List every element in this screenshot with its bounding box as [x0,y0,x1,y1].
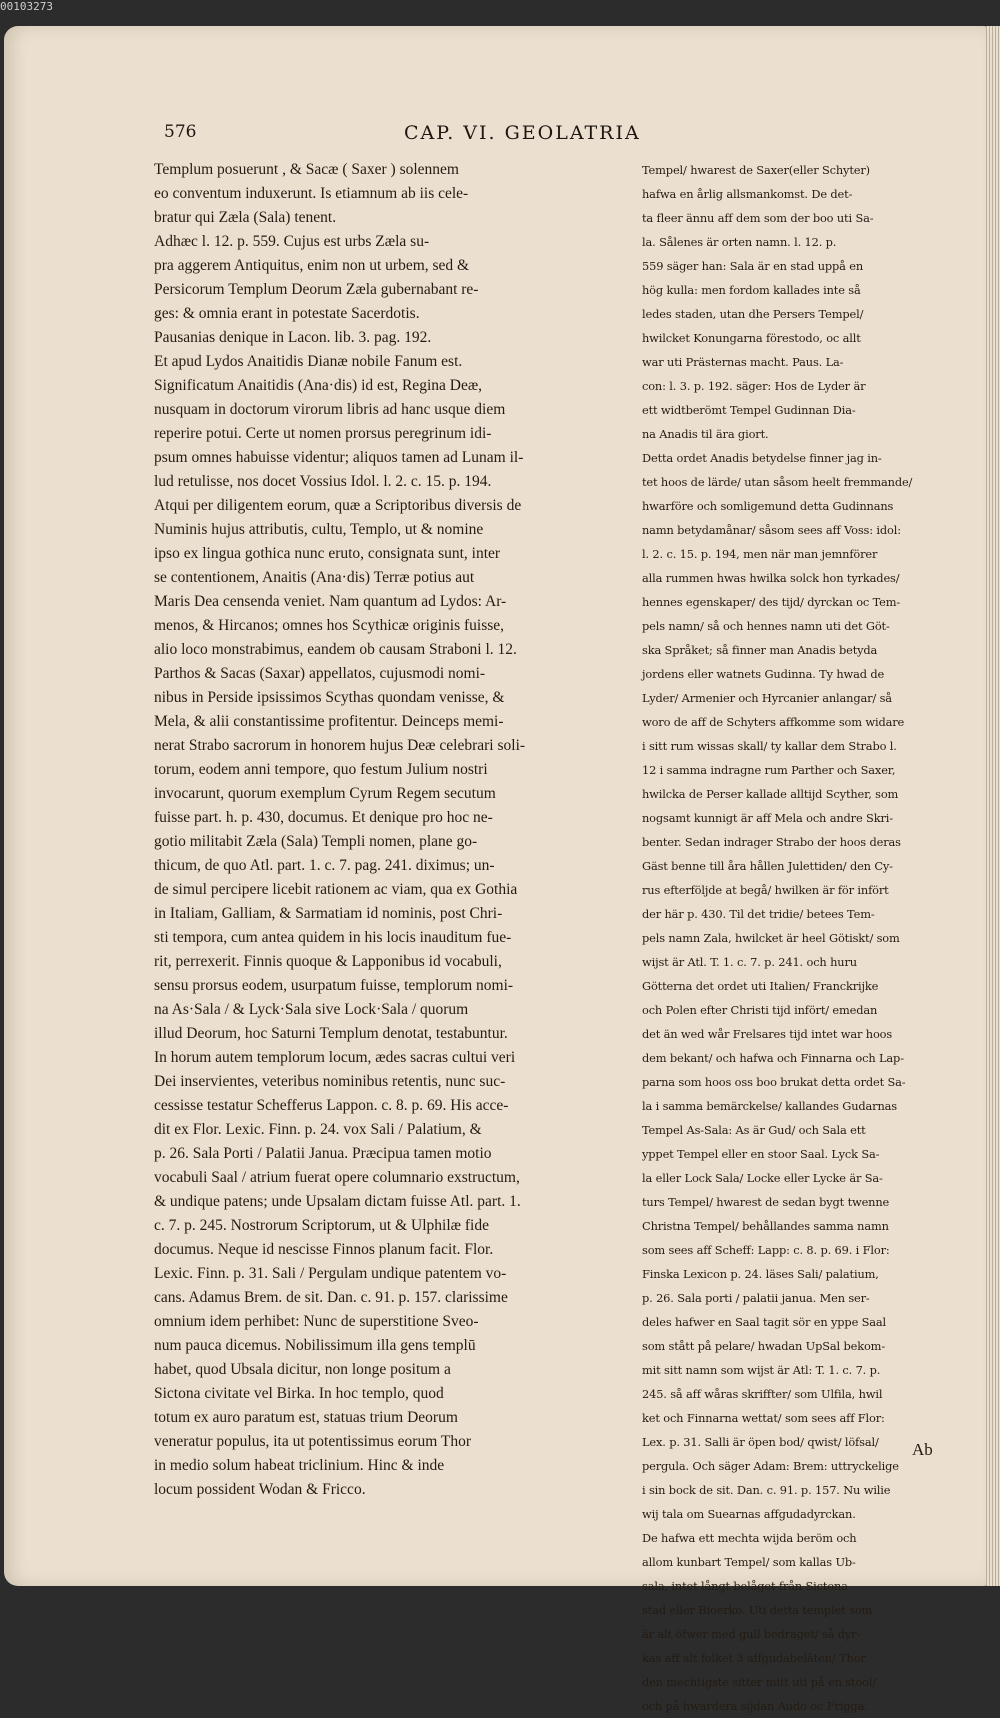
latin-text-line: Pausanias denique in Lacon. lib. 3. pag. 192. [154,329,432,346]
latin-text-line: ges: & omnia erant in potestate Sacerdotis. [154,305,420,322]
latin-text-line: Dei inservientes, veteribus nominibus retentis, nunc suc- [154,1073,506,1090]
latin-text-line: invocarunt, quorum exemplum Cyrum Regem secutum [154,785,496,802]
latin-text-line: In horum autem templorum locum, ædes sacras cultui veri [154,1049,516,1066]
swedish-text-line: con: l. 3. p. 192. säger: Hos de Lyder är [642,379,866,393]
latin-text-line: na As·Sala / & Lyck·Sala sive Lock·Sala / quorum [154,1001,469,1018]
latin-text-line: veneratur populus, ita ut potentissimus eorum Thor [154,1433,471,1450]
swedish-text-line: sala, intet långt belåget från Sictona [642,1579,848,1593]
swedish-text-line: la i samma bemärckelse/ kallandes Gudarnas [642,1099,897,1113]
latin-text-line: lud retulisse, nos docet Vossius Idol. l. 2. c. 15. p. 194. [154,473,492,490]
swedish-text-line: hwilcka de Perser kallade alltijd Scyther, som [642,787,899,801]
latin-text-line: Persicorum Templum Deorum Zæla gubernabant re- [154,281,479,298]
swedish-text-line: Finska Lexicon p. 24. läses Sali/ palatium, [642,1267,879,1281]
swedish-text-line: i sitt rum wissas skall/ ty kallar dem Strabo l. [642,739,897,753]
swedish-text-line: woro de aff de Schyters affkomme som widare [642,715,905,729]
swedish-text-line: hög kulla: men fordom kallades inte så [642,283,861,297]
latin-text-line: Templum posuerunt , & Sacæ ( Saxer ) solennem [154,161,459,178]
swedish-text-line: som sees aff Scheff: Lapp: c. 8. p. 69. i Flor: [642,1243,890,1257]
swedish-text-line: är alt öfwer med gull bedraget/ så dyr- [642,1627,861,1641]
swedish-text-line: benter. Sedan indrager Strabo der hoos deras [642,835,901,849]
swedish-text-line: yppet Tempel eller en stoor Saal. Lyck Sa- [642,1147,880,1161]
latin-text-line: de simul percipere licebit rationem ac viam, qua ex Gothia [154,881,518,898]
latin-text-line: cans. Adamus Brem. de sit. Dan. c. 91. p. 157. clarissime [154,1289,508,1306]
swedish-text-line: turs Tempel/ hwarest de sedan bygt twenne [642,1195,890,1209]
swedish-text-line: 12 i samma indragne rum Parther och Saxer, [642,763,896,777]
latin-text-line: p. 26. Sala Porti / Palatii Janua. Præcipua tamen motio [154,1145,492,1162]
swedish-text-line: Gäst benne till åra hållen Julettiden/ den Cy- [642,859,893,873]
swedish-text-line: ledes staden, utan dhe Persers Tempel/ [642,307,864,321]
latin-text-line: Lexic. Finn. p. 31. Sali / Pergulam undique patentem vo- [154,1265,507,1282]
swedish-text-line: hwarföre och somligemund detta Gudinnans [642,499,894,513]
latin-text-line: rit, perrexerit. Finnis quoque & Lapponibus id vocabuli, [154,953,502,970]
swedish-text-line: war uti Prästernas macht. Paus. La- [642,355,844,369]
swedish-text-line: rus efterföljde at begå/ hwilken är för infört [642,883,889,897]
swedish-text-line: hafwa en årlig allsmankomst. De det- [642,187,853,201]
page-edges [986,26,1000,1586]
swedish-text-line: ska Språket; så finner man Anadis betyda [642,643,878,657]
swedish-text-line: wijst är Atl. T. 1. c. 7. p. 241. och huru [642,955,857,969]
latin-text-line: Atqui per diligentem eorum, quæ a Scriptoribus diversis de [154,497,522,514]
latin-text-line: in Italiam, Galliam, & Sarmatiam id nominis, post Chri- [154,905,503,922]
latin-text-line: sti tempora, cum antea quidem in his locis inauditum fue- [154,929,512,946]
swedish-text-line: ta fleer ännu aff dem som der boo uti Sa- [642,211,874,225]
swedish-text-line: pels namn/ så och hennes namn uti det Göt- [642,619,890,633]
latin-text-line: Parthos & Sacas (Saxar) appellatos, cujusmodi nomi- [154,665,486,682]
swedish-text-line: Lyder/ Armenier och Hyrcanier anlangar/ så [642,691,892,705]
swedish-text-line: dem bekant/ och hafwa och Finnarna och Lap- [642,1051,904,1065]
swedish-text-line: mit sitt namn som wijst är Atl: T. 1. c. 7. p. [642,1363,881,1377]
swedish-text-line: det än wed wår Frelsares tijd intet war hoos [642,1027,893,1041]
latin-text-line: habet, quod Ubsala dicitur, non longe positum a [154,1361,451,1378]
swedish-text-line: kas aff alt folket 3 affgudabeläten/ Thor [642,1651,866,1665]
swedish-text-line: och Polen efter Christi tijd infört/ emedan [642,1003,878,1017]
swedish-text-line: der här p. 430. Til det tridie/ betees Tem- [642,907,875,921]
swedish-text-line: Tempel/ hwarest de Saxer(eller Schyter) [642,163,870,177]
swedish-text-line: pergula. Och säger Adam: Brem: uttryckelige [642,1459,899,1473]
swedish-column [642,158,938,1718]
scan-id-label: 00103273 [0,0,53,13]
swedish-text-line: ett widtberömt Tempel Gudinnan Dia- [642,403,856,417]
swedish-text-line: tet hoos de lärde/ utan såsom heelt fremmande/ [642,475,913,489]
swedish-text-line: l. 2. c. 15. p. 194, men när man jemnförer [642,547,878,561]
latin-text-line: & undique patens; unde Upsalam dictam fuisse Atl. part. 1. [154,1193,521,1210]
swedish-text-line: deles hafwer en Saal tagit sör en yppe Saal [642,1315,887,1329]
swedish-text-line: allom kunbart Tempel/ som kallas Ub- [642,1555,856,1569]
swedish-text-line: pels namn Zala, hwilcket är heel Götiskt/ som [642,931,900,945]
latin-text-line: Mela, & alii constantissime profitentur. Deinceps memi- [154,713,504,730]
swedish-text-line: stad eller Bioerko. Uti detta templet som [642,1603,873,1617]
latin-text-line: Significatum Anaitidis (Ana·dis) id est, Regina Deæ, [154,377,483,394]
latin-text-line: totum ex auro paratum est, statuas trium Deorum [154,1409,458,1426]
swedish-text-line: Tempel As-Sala: As är Gud/ och Sala ett [642,1123,866,1137]
latin-text-line: in medio solum habeat triclinium. Hinc & inde [154,1457,445,1474]
latin-text-line: Maris Dea censenda veniet. Nam quantum ad Lydos: Ar- [154,593,507,610]
swedish-text-line: parna som hoos oss boo brukat detta ordet Sa- [642,1075,906,1089]
swedish-text-line: ket och Finnarna wettat/ som sees aff Flor: [642,1411,885,1425]
latin-text-line: num pauca dicemus. Nobilissimum illa gens templū [154,1337,476,1354]
latin-text-line: c. 7. p. 245. Nostrorum Scriptorum, ut & Ulphilæ fide [154,1217,489,1234]
swedish-text-line: la. Sålenes är orten namn. l. 12. p. [642,235,837,249]
latin-text-line: illud Deorum, hoc Saturni Templum denotat, testabuntur. [154,1025,508,1042]
latin-text-line: dit ex Flor. Lexic. Finn. p. 24. vox Sali / Palatium, & [154,1121,482,1138]
swedish-text-line: jordens eller watnets Gudinna. Ty hwad de [642,667,885,681]
swedish-text-line: na Anadis til ära giort. [642,427,769,441]
swedish-text-line: den mechtigste sitter mitt uti på en stool/ [642,1675,876,1689]
latin-text-line: psum omnes habuisse videntur; aliquos tamen ad Lunam il- [154,449,524,466]
swedish-text-line: Detta ordet Anadis betydelse finner jag in- [642,451,882,465]
swedish-text-line: Götterna det ordet uti Italien/ Franckrijke [642,979,879,993]
latin-text-line: Et apud Lydos Anaitidis Dianæ nobile Fanum est. [154,353,463,370]
swedish-text-line: och på hwardera sijdan Audo oc Frigga. [642,1699,868,1713]
chapter-heading: CAP. VI. GEOLATRIA [404,122,641,144]
swedish-text-line: 245. så aff wåras skriffter/ som Ulfila, hwil [642,1387,883,1401]
latin-column [154,158,622,1502]
latin-text-line: nusquam in doctorum virorum libris ad hanc usque diem [154,401,506,418]
latin-text-line: documus. Neque id nescisse Finnos planum facit. Flor. [154,1241,494,1258]
latin-text-line: vocabuli Saal / atrium fuerat opere columnario exstructum, [154,1169,520,1186]
swedish-text-line: nogsamt kunnigt är aff Mela och andre Skri- [642,811,893,825]
swedish-text-line: wij tala om Suearnas affgudadyrckan. [642,1507,856,1521]
latin-text-line: Sictona civitate vel Birka. In hoc templo, quod [154,1385,444,1402]
latin-text-line: menos, & Hircanos; omnes hos Scythicæ originis fuisse, [154,617,505,634]
latin-text-line: torum, eodem anni tempore, quo festum Julium nostri [154,761,488,778]
swedish-text-line: Lex. p. 31. Salli är öpen bod/ qwist/ löfsal/ [642,1435,879,1449]
latin-text-line: se contentionem, Anaitis (Ana·dis) Terræ potius aut [154,569,475,586]
latin-text-line: gotio militabit Zæla (Sala) Templi nomen, plane go- [154,833,478,850]
latin-text-line: reperire potui. Certe ut nomen prorsus peregrinum idi- [154,425,492,442]
page-number: 576 [164,122,197,142]
latin-text-line: sensu prorsus eodem, usurpatum fuisse, templorum nomi- [154,977,514,994]
book-page [4,26,988,1713]
swedish-text-line: De hafwa ett mechta wijda beröm och [642,1531,857,1545]
latin-text-line: Adhæc l. 12. p. 559. Cujus est urbs Zæla su- [154,233,430,250]
latin-text-line: Numinis hujus attributis, cultu, Templo, ut & nomine [154,521,484,538]
swedish-text-line: 559 säger han: Sala är en stad uppå en [642,259,864,273]
latin-text-line: fuisse part. h. p. 430, documus. Et denique pro hoc ne- [154,809,493,826]
latin-text-line: locum possident Wodan & Fricco. [154,1481,366,1498]
latin-text-line: omnium idem perhibet: Nunc de superstitione Sveo- [154,1313,479,1330]
catchword: Ab [912,1440,933,1459]
latin-text-line: pra aggerem Antiquitus, enim non ut urbem, sed & [154,257,470,274]
latin-text-line: ipso ex lingua gothica nunc eruto, consignata sunt, inter [154,545,501,562]
latin-text-line: thicum, de quo Atl. part. 1. c. 7. pag. 241. diximus; un- [154,857,495,874]
running-head [164,122,704,150]
swedish-text-line: hennes egenskaper/ des tijd/ dyrckan oc Tem- [642,595,901,609]
swedish-text-line: som stått på pelare/ hwadan UpSal bekom- [642,1339,886,1353]
latin-text-line: nerat Strabo sacrorum in honorem hujus Deæ celebrari soli- [154,737,526,754]
latin-text-line: cessisse testatur Schefferus Lappon. c. 8. p. 69. His acce- [154,1097,509,1114]
swedish-text-line: hwilcket Konungarna förestodo, oc allt [642,331,861,345]
swedish-text-line: Christna Tempel/ behållandes samma namn [642,1219,889,1233]
latin-text-line: nibus in Perside ipsissimos Scythas quondam venisse, & [154,689,505,706]
latin-text-line: alio loco monstrabimus, eandem ob causam Straboni l. 12. [154,641,517,658]
latin-text-line: eo conventum induxerunt. Is etiamnum ab iis cele- [154,185,469,202]
latin-text-line: bratur qui Zæla (Sala) tenent. [154,209,337,226]
swedish-text-line: la eller Lock Sala/ Locke eller Lycke är Sa- [642,1171,883,1185]
swedish-text-line: namn betydamånar/ såsom sees aff Voss: idol: [642,523,901,537]
swedish-text-line: p. 26. Sala porti / palatii janua. Men ser- [642,1291,870,1305]
swedish-text-line: i sin bock de sit. Dan. c. 91. p. 157. Nu wilie [642,1483,891,1497]
swedish-text-line: alla rummen hwas hwilka solck hon tyrkades/ [642,571,900,585]
